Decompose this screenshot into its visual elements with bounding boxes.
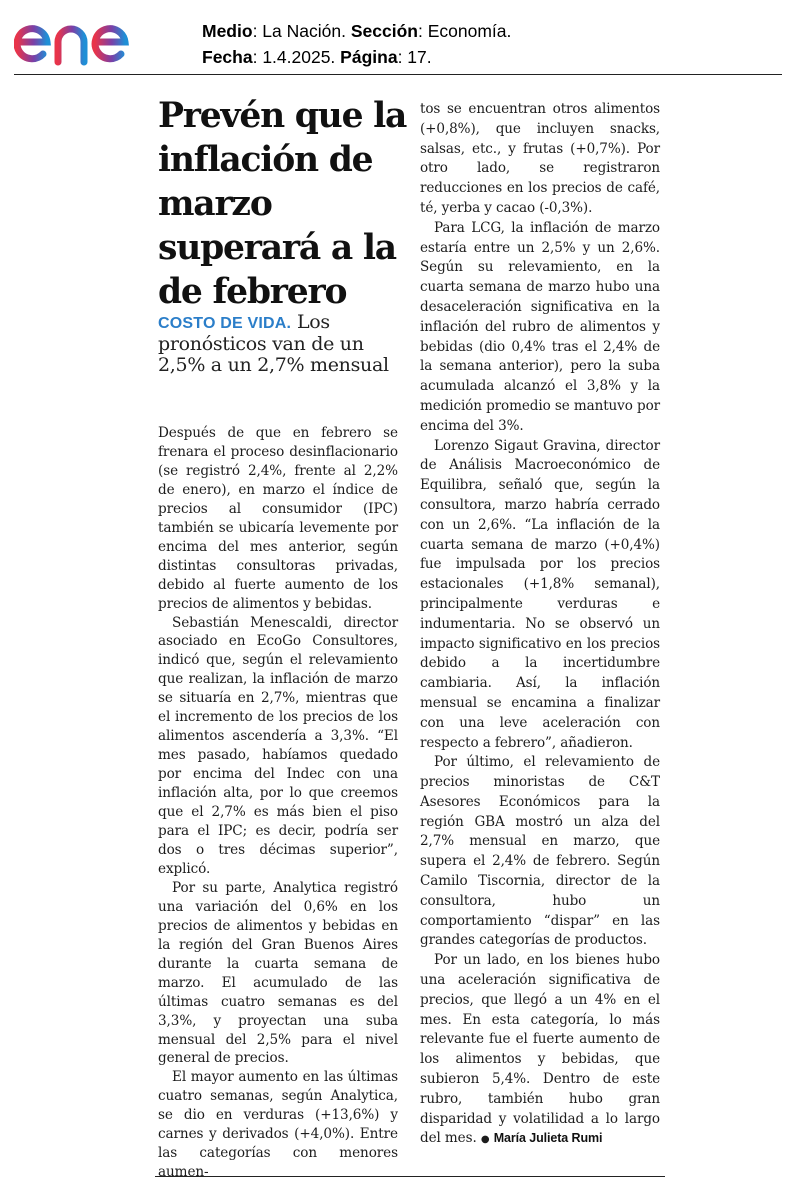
last-paragraph-text: Por un lado, en los bienes hubo una aceleración significativa de precios, que llegó a un 4% en el mes. En esta categoría, lo más relevante fue el fuerte aumento de los alimentos y bebidas, que subieron 5,4%. Dentro de este rubro, también hubo gran disparidad y volatilidad a lo largo del mes. — [420, 952, 660, 1147]
paragraph: El mayor aumento en las últimas cuatro semanas, según Analytica, se dio en verduras (+13,6%) y carnes y derivados (+4,0%). Entre las categorías con menores aumen- — [158, 1069, 398, 1181]
seccion-label: Sección — [350, 21, 418, 41]
paragraph: tos se encuentran otros alimentos (+0,8%), que incluyen snacks, salsas, etc., y frutas (+0,7%). Por otro lado, se registraron reducciones en los precios de café, té, yerba y cacao (-0,3%). — [420, 101, 660, 216]
clipping-header — [0, 0, 800, 76]
kicker-label: COSTO DE VIDA. — [158, 315, 292, 332]
enel-logo — [14, 6, 174, 72]
fecha-label: Fecha — [202, 47, 253, 67]
fecha-value: 1.4.2025. — [262, 47, 336, 67]
enel-logo-graphic — [14, 6, 174, 68]
paragraph-last — [420, 951, 660, 1150]
clipping-meta — [202, 18, 511, 70]
medio-label: Medio — [202, 21, 253, 41]
footer-divider — [155, 1176, 665, 1177]
article-headline: Prevén que la inflación de marzo superará a la de febrero — [158, 96, 407, 312]
subhead-text: Los pronósticos van de un 2,5% a un 2,7% mensual — [158, 311, 389, 376]
article-column-1 — [158, 424, 398, 1182]
pagina-value: 17. — [407, 47, 432, 67]
paragraph: Lorenzo Sigaut Gravina, director de Análisis Macroeconómico de Equilibra, señaló que, según la consultora, marzo habría cerrado con un 2,6%. “La inflación de la cuarta semana de marzo (+0,4%) fue impulsada por los precios estacionales (+1,8% semanal), principalmente verduras e indumentaria. No se observó un impacto significativo en los precios debido a la incertidumbre cambiaria. Así, la inflación mensual se encamina a finalizar con una leve aceleración con respecto a febrero”, añadieron. — [420, 437, 660, 751]
medio-value: La Nación — [262, 21, 342, 41]
meta-line-2: Fecha: 1.4.2025. Página: 17. — [202, 47, 432, 67]
bullet-icon: ● — [480, 1134, 490, 1146]
paragraph: Sebastián Menescaldi, director asociado en EcoGo Consultores, indicó que, según el relevamiento que realizan, la inflación de marzo se situaría en 2,7%, mientras que el incremento de los precios de los alimentos ascendería a 3,3%. “El mes pasado, habíamos quedado por encima del Indec con una inflación alta, por lo que creemos que el 2,7% es más bien el piso para el IPC; es decir, podría ser dos o tres décimas superior”, explicó. — [158, 614, 398, 877]
seccion-value: Economía. — [427, 21, 512, 41]
article-subhead — [158, 312, 406, 376]
paragraph: Por su parte, Analytica registró una variación del 0,6% en los precios de alimentos y bebidas en la región del Gran Buenos Aires durante la cuarta semana de marzo. El acumulado de las últimas cuatro semanas es del 3,3%, y proyectan una suba mensual del 2,5% para el nivel general de precios. — [158, 879, 398, 1067]
meta-line-1: Medio: La Nación. Sección: Economía. — [202, 21, 512, 41]
article-column-2 — [420, 100, 660, 1150]
header-divider — [14, 74, 782, 75]
byline: María Julieta Rumi — [493, 1131, 603, 1146]
paragraph: Después de que en febrero se frenara el proceso desinflacionario (se registró 2,4%, frente al 2,2% de enero), en marzo el índice de precios al consumidor (IPC) también se ubicaría levemente por encima del mes anterior, según distintas consultoras privadas, debido al fuerte aumento de los precios de alimentos y bebidas. — [158, 425, 398, 612]
paragraph: Por último, el relevamiento de precios minoristas de C&T Asesores Económicos para la región GBA mostró un alza del 2,7% mensual en marzo, que supera el 2,4% de febrero. Según Camilo Tiscornia, director de la consultora, hubo un comportamiento “dispar” en las grandes categorías de productos. — [420, 754, 660, 949]
paragraph: Para LCG, la inflación de marzo estaría entre un 2,5% y un 2,6%. Según su relevamiento, en la cuarta semana de marzo hubo una desaceleración significativa en la inflación del rubro de alimentos y bebidas (dio 0,4% tras el 2,4% de la semana anterior), pero la suba acumulada alcanzó el 3,8% y la medición promedio se mantuvo por encima del 3%. — [420, 219, 660, 434]
pagina-label: Página — [340, 47, 398, 67]
